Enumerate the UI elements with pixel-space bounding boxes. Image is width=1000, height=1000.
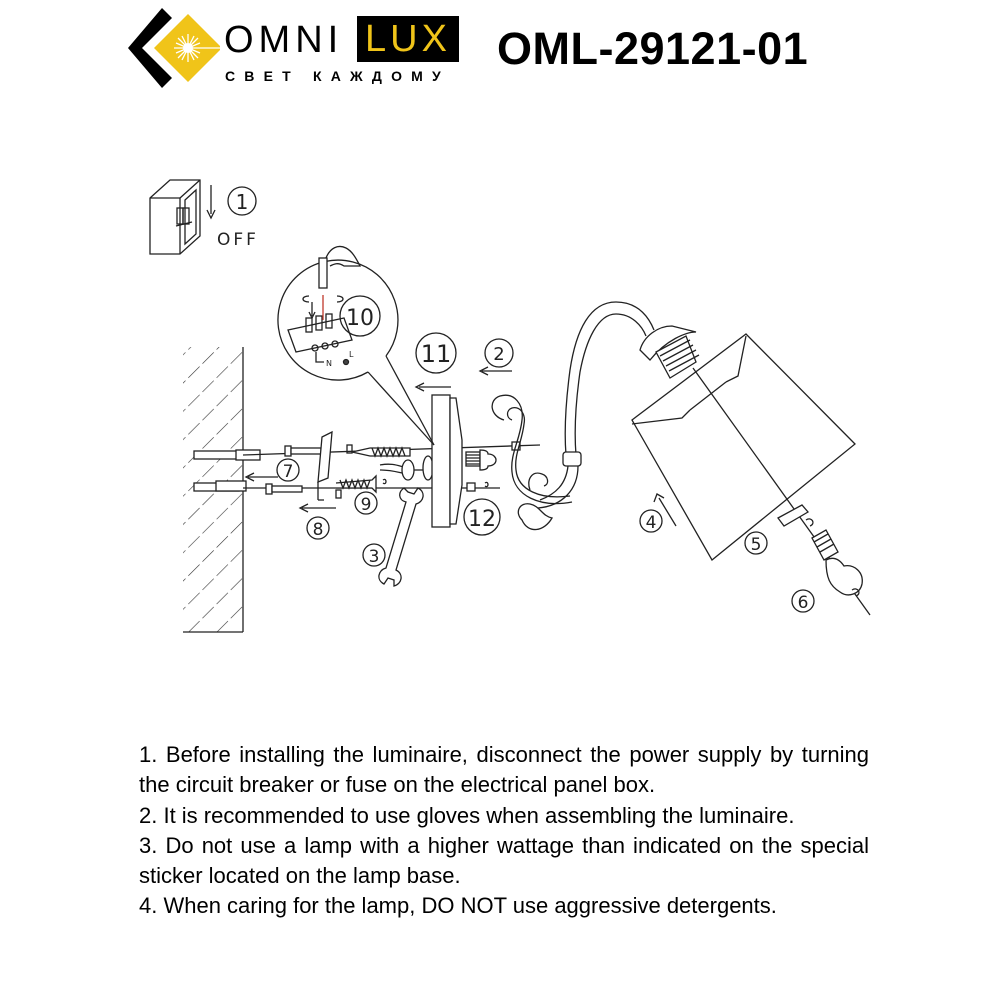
brand-logo [128, 8, 458, 88]
svg-text:5: 5 [750, 535, 762, 555]
step-6-marker [792, 590, 814, 613]
svg-text:4: 4 [645, 513, 657, 533]
light-bulb-icon [812, 530, 862, 596]
step-7-marker [246, 459, 299, 482]
step-1-marker [228, 187, 256, 215]
svg-text:1: 1 [235, 190, 249, 214]
svg-text:6: 6 [797, 593, 809, 613]
step-11-marker [416, 333, 456, 391]
mounting-bracket-icon [318, 432, 352, 500]
lamp-arm-icon [538, 302, 654, 508]
wall-plate-icon [432, 395, 462, 527]
screw-icon [336, 448, 410, 492]
svg-text:9: 9 [360, 495, 372, 515]
live-label: L [349, 350, 354, 359]
brand-name-omni: OMNI [224, 19, 344, 61]
shade-ring-icon [778, 505, 813, 526]
lamp-socket-icon [640, 326, 699, 378]
instruction-item: 2. It is recommended to use gloves when assembling the luminaire. [139, 802, 795, 828]
step-10-marker: 10 [346, 306, 374, 331]
bolt-icon [266, 446, 321, 494]
wrench-icon [379, 488, 423, 586]
arm-scroll-icon [492, 395, 572, 529]
model-number: OML-29121-01 [497, 23, 809, 74]
brand-tagline: СВЕТ КАЖДОМУ [225, 68, 450, 84]
power-switch-icon [150, 180, 200, 254]
svg-text:3: 3 [368, 547, 380, 567]
step-3-marker [363, 544, 385, 567]
svg-text:8: 8 [312, 520, 324, 540]
svg-text:7: 7 [282, 462, 294, 482]
step-2-marker [480, 339, 513, 375]
brand-name-lux-box [357, 16, 459, 62]
wiring-detail-callout [278, 246, 434, 445]
instructions-list [139, 740, 869, 922]
off-label: OFF [217, 230, 259, 250]
logo-mark-icon [128, 8, 220, 88]
instruction-item: 4. When caring for the lamp, DO NOT use aggressive detergents. [139, 893, 777, 919]
step-5-marker [745, 532, 767, 555]
step-9-marker [355, 492, 377, 515]
instruction-item: 3. Do not use a lamp with a higher wattage than indicated on the special sticker located on the lamp base. [139, 832, 869, 889]
neutral-label: N [326, 359, 332, 368]
svg-text:12: 12 [468, 507, 496, 532]
step-12-marker [464, 499, 500, 535]
down-arrow-icon [207, 185, 215, 218]
instruction-item: 1. Before installing the luminaire, disconnect the power supply by turning the circuit breaker or fuse on the electrical panel box. [139, 742, 869, 798]
step-4-marker [640, 494, 676, 533]
brand-name-lux: LUX [365, 18, 451, 60]
installation-diagram [0, 120, 1000, 640]
svg-text:11: 11 [420, 340, 452, 368]
step-8-marker [300, 504, 336, 540]
svg-text:2: 2 [493, 344, 505, 365]
